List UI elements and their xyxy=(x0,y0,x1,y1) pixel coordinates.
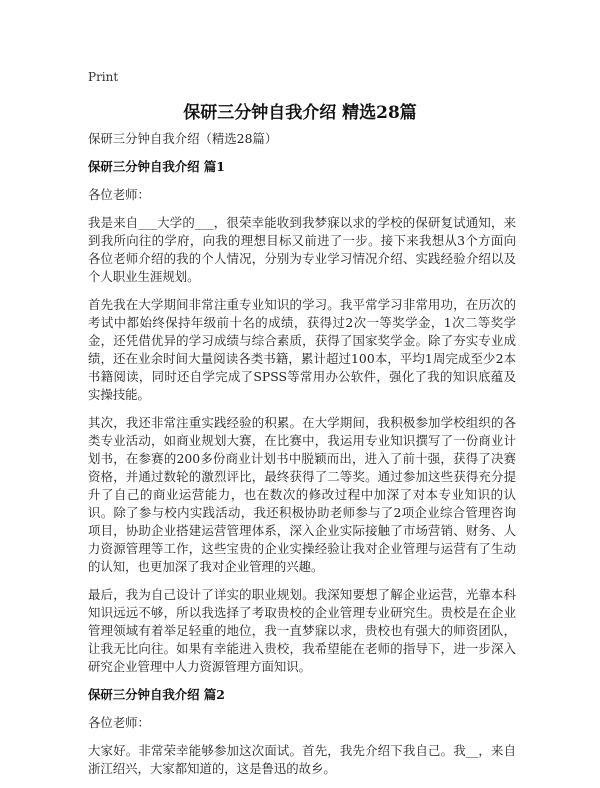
document-subtitle: 保研三分钟自我介绍（精选28篇） xyxy=(88,131,278,146)
paragraph: 其次，我还非常注重实践经验的积累。在大学期间，我积极参加学校组织的各类专业活动，如商业规划大赛，在比赛中，我运用专业知识撰写了一份商业计划书，在参赛的200多份商业计划书中脱颖而出，进入了前十强，获得了决赛资格，并通过数轮的激烈评比，最终获得了二等奖。通过参加这些获得充分提升了自己的商业运营能力，也在数次的修改过程中加深了对本专业知识的认识。除了参与校内实践活动，我还积极协助老师参与了2项企业综合管理咨询项目，协助企业搭建运营管理体系，深入企业实际接触了市场营销、财务、人力资源管理等工作，这些宝贵的企业实操经验让我对企业管理与运营有了生动的认知，也更加深了我对企业管理的兴趣。 xyxy=(88,415,516,574)
section-heading: 保研三分钟自我介绍 篇1 xyxy=(88,159,225,174)
greeting: 各位老师： xyxy=(88,187,150,202)
page-title: 保研三分钟自我介绍 精选28篇 xyxy=(183,103,417,123)
print-label[interactable]: Print xyxy=(88,70,119,84)
paragraph: 最后，我为自己设计了详实的职业规划。我深知要想了解企业运营，光靠本科知识远远不够，所以我选择了考取贵校的企业管理专业研究生。贵校是在企业管理领域有着举足轻重的地位，我一直梦寐以求，贵校也有强大的师资团队，让我无比向往。如果有幸能进入贵校，我希望能在老师的指导下，进一步深入研究企业管理中人力资源管理方面知识。 xyxy=(88,587,516,674)
paragraph: 大家好。非常荣幸能够参加这次面试。首先，我先介绍下我自己。我__，来自浙江绍兴，大家都知道的，这是鲁迅的故乡。 xyxy=(88,743,516,776)
greeting: 各位老师： xyxy=(88,715,150,730)
paragraph: 我是来自___大学的___，很荣幸能收到我梦寐以求的学校的保研复试通知，来到我所向往的学府，向我的理想目标又前进了一步。接下来我想从3个方面向各位老师介绍的我的个人情况，分别为专业学习情况介绍、实践经验介绍以及个人职业生涯规划。 xyxy=(88,215,516,284)
paragraph: 首先我在大学期间非常注重专业知识的学习。我平常学习非常用功，在历次的考试中都始终保持年级前十名的成绩，获得过2次一等奖学金，1次二等奖学金，还凭借优异的学习成绩与综合素质，获得了国家奖学金。除了夯实专业成绩，还在业余时间大量阅读各类书籍，累计超过100本，平均1周完成至少2本书籍阅读，同时还自学完成了SPSS等常用办公软件，强化了我的知识底蕴及实操技能。 xyxy=(88,297,516,402)
section-1 xyxy=(88,158,516,676)
section-heading: 保研三分钟自我介绍 篇2 xyxy=(88,687,225,702)
document-body xyxy=(88,130,516,788)
section-2 xyxy=(88,686,516,778)
